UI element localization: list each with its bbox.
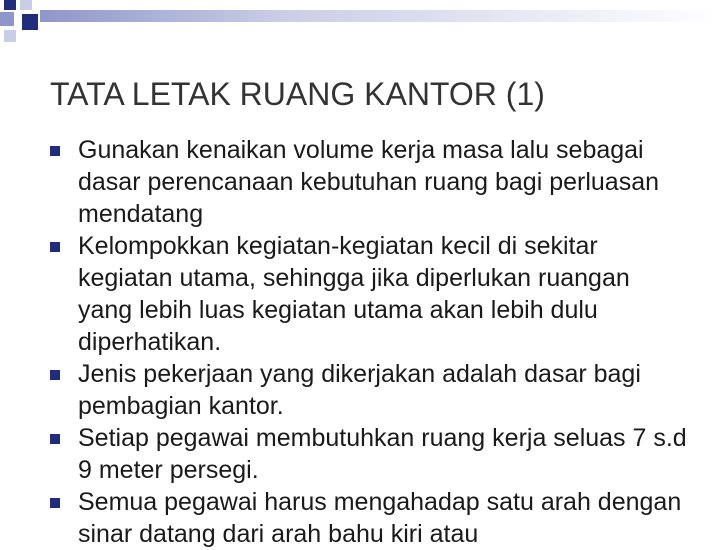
header-decoration [0, 0, 720, 48]
list-item [50, 422, 690, 486]
list-item-text: Gunakan kenaikan volume kerja masa lalu sebagai dasar perencanaan kebutuhan ruang bagi perluasan mendatang [78, 136, 660, 228]
square-bullet-icon [50, 498, 60, 508]
list-item-text: Setiap pegawai membutuhkan ruang kerja seluas 7 s.d 9 meter persegi. [78, 424, 687, 484]
list-item [50, 486, 690, 550]
list-item-text: Semua pegawai harus mengahadap satu arah dengan sinar datang dari arah bahu kiri atau [78, 488, 682, 548]
list-item [50, 358, 690, 422]
square-bullet-icon [50, 242, 60, 252]
list-item-text: Jenis pekerjaan yang dikerjakan adalah dasar bagi pembagian kantor. [78, 360, 641, 420]
slide-title: TATA LETAK RUANG KANTOR (1) [50, 76, 545, 112]
square-bullet-icon [50, 370, 60, 380]
square-bullet-icon [50, 146, 60, 156]
square-bullet-icon [50, 434, 60, 444]
bullet-list [50, 134, 690, 550]
list-item [50, 230, 690, 358]
list-item-text: Kelompokkan kegiatan-kegiatan kecil di sekitar kegiatan utama, sehingga jika diperlukan ruangan yang lebih luas kegiatan utama akan lebih dulu diperhatikan. [78, 232, 630, 356]
list-item [50, 134, 690, 230]
